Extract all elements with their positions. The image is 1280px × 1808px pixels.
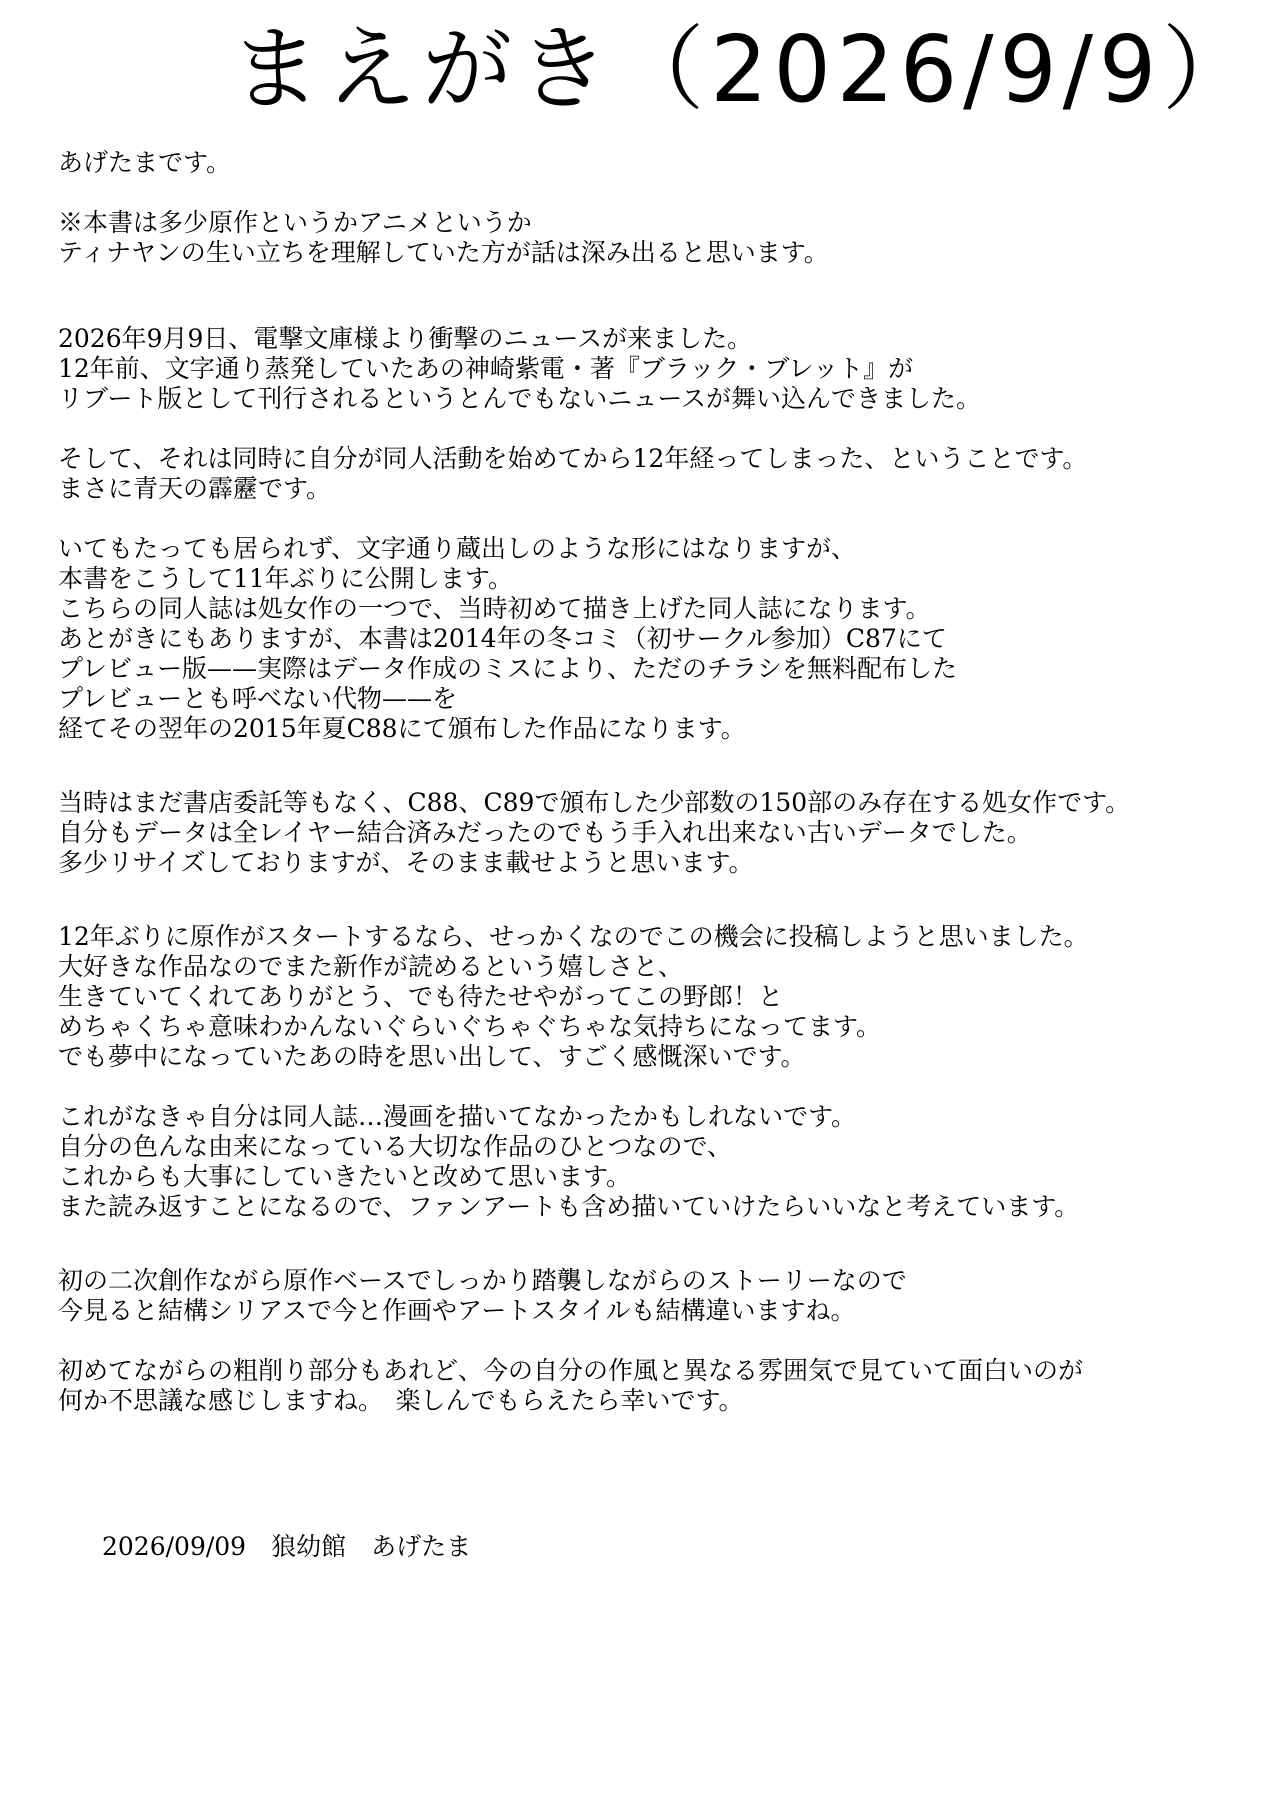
signature-line: 2026/09/09 狼幼館 あげたま: [102, 1532, 472, 1561]
paragraph-release: いてもたっても居られず、文字通り蔵出しのような形にはなりますが、 本書をこうして11年ぶりに公開します。 こちらの同人誌は処女作の一つで、当時初めて描き上げた同人誌になります。 あとがきにもありますが、本書は2014年の冬コミ（初サークル参加）C87にて プレビュー版——実際はデータ作成のミスにより、ただのチラシを無料配布した プレビューとも呼べない代物——を 経てその翌年の2015年夏C88にて頒布した作品になります。: [58, 534, 958, 743]
paragraph-twelve-years: そして、それは同時に自分が同人活動を始めてから12年経ってしまった、ということです。 まさに青天の霹靂です。: [58, 444, 1088, 503]
page-title: まえがき（2026/9/9）: [230, 16, 1259, 123]
paragraph-history: 当時はまだ書店委託等もなく、C88、C89で頒布した少部数の150部のみ存在する処女作です。 自分もデータは全レイヤー結合済みだったのでもう手入れ出来ない古いデータでした。 多少リサイズしておりますが、そのまま載せようと思います。: [58, 788, 1131, 877]
paragraph-closing: 初めてながらの粗削り部分もあれど、今の自分の作風と異なる雰囲気で見ていて面白いのが 何か不思議な感じしますね。 楽しんでもらえたら幸いです。: [58, 1356, 1084, 1415]
body-text: [58, 148, 1258, 1416]
paragraph-importance: これがなきゃ自分は同人誌…漫画を描いてなかったかもしれないです。 自分の色んな由来になっている大切な作品のひとつなので、 これからも大事にしていきたいと改めて思います。 また読み返すことになるので、ファンアートも含め描いていけたらいいなと考えています。: [58, 1102, 1080, 1221]
paragraph-news: 2026年9月9日、電撃文庫様より衝撃のニュースが来ました。 12年前、文字通り蒸発していたあの神崎紫電・著『ブラック・ブレット』が リブート版として刊行されるというとんでもないニュースが舞い込んできました。: [58, 324, 982, 413]
paragraph-greeting: あげたまです。: [58, 148, 232, 177]
paragraph-note: ※本書は多少原作というかアニメというか ティナヤンの生い立ちを理解していた方が話は深み出ると思います。: [58, 208, 829, 267]
paragraph-feelings: 12年ぶりに原作がスタートするなら、せっかくなのでこの機会に投稿しようと思いました。 大好きな作品なのでまた新作が読めるという嬉しさと、 生きていてくれてありがとう、でも待たせやがってこの野郎！と めちゃくちゃ意味わかんないぐらいぐちゃぐちゃな気持ちになってます。 でも夢中になっていたあの時を思い出して、すごく感慨深いです。: [58, 922, 1089, 1071]
paragraph-story: 初の二次創作ながら原作ベースでしっかり踏襲しながらのストーリーなので 今見ると結構シリアスで今と作画やアートスタイルも結構違いますね。: [58, 1266, 907, 1325]
